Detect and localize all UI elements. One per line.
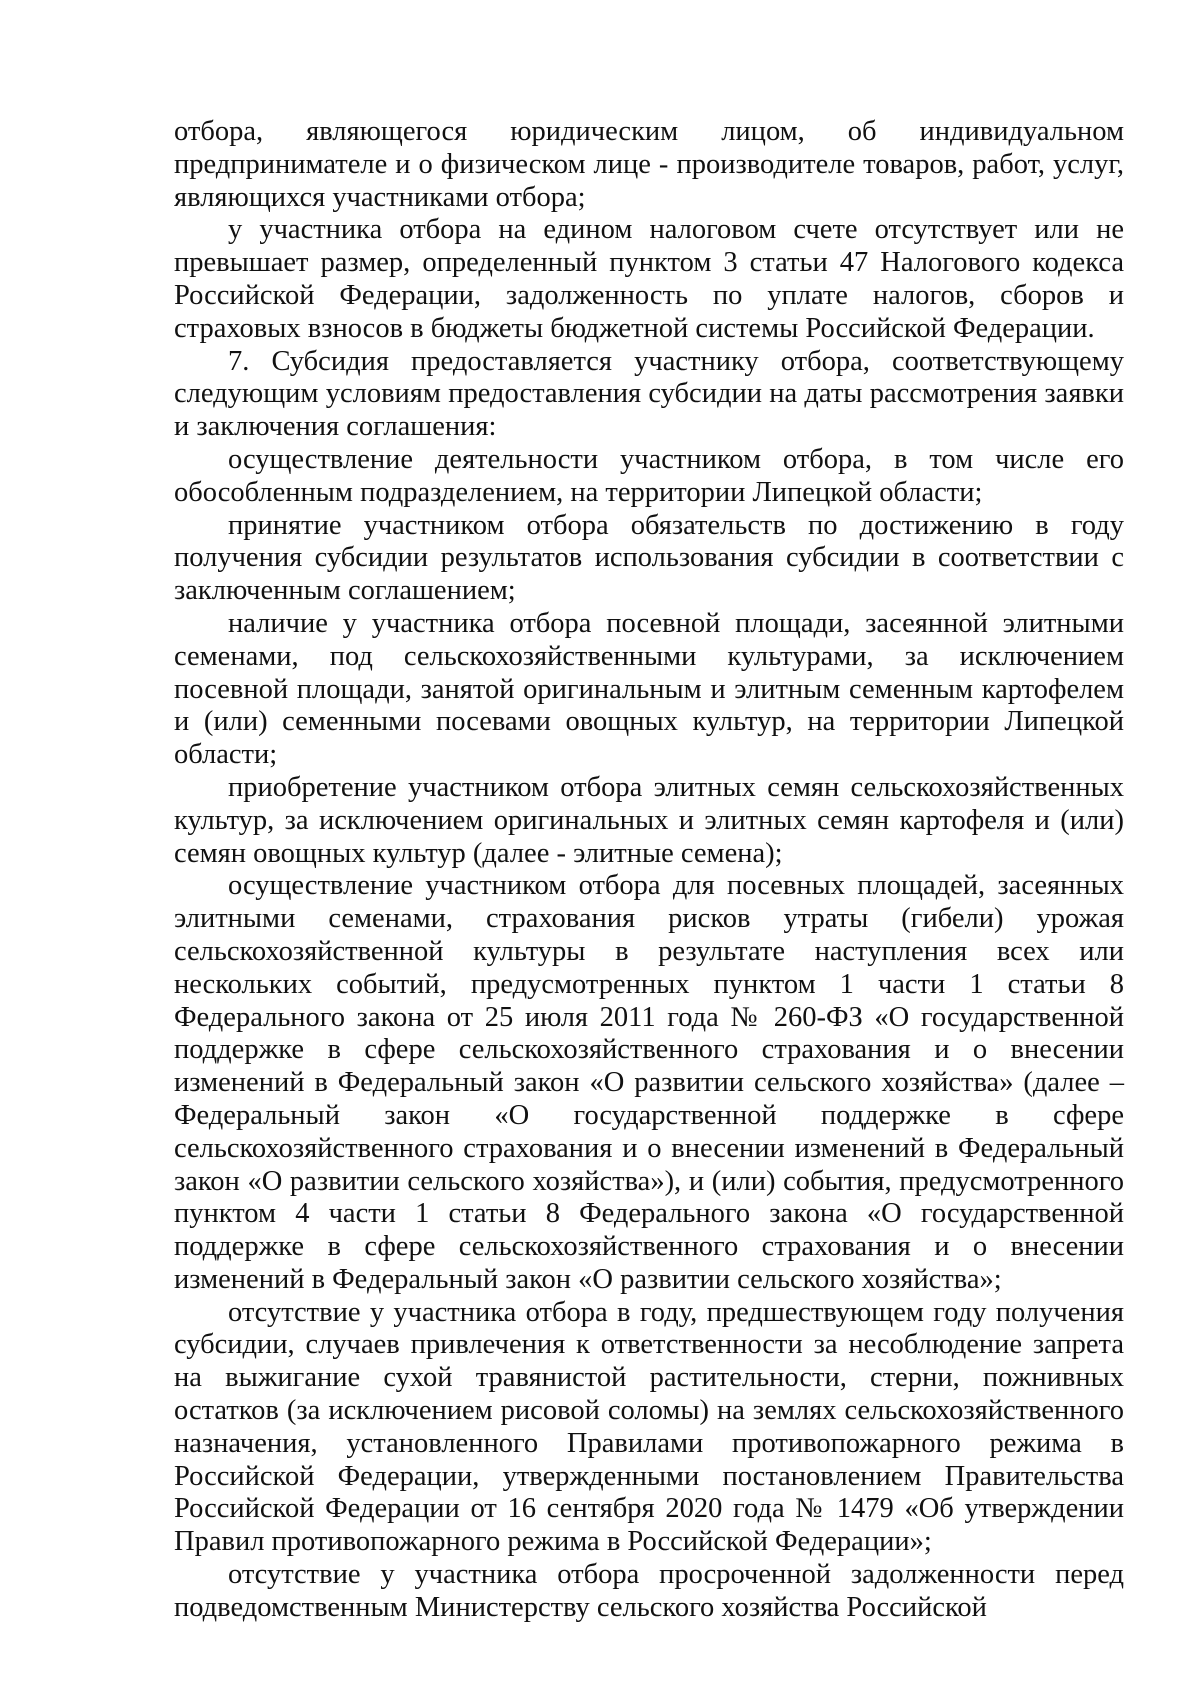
paragraph-elite-seeds: приобретение участником отбора элитных семян сельскохозяйственных культур, за исключением оригинальных и элитных семян картофеля и (или) семян овощных культур (далее - элитные семена);: [174, 771, 1124, 869]
paragraph-fire-rules: отсутствие у участника отбора в году, предшествующем году получения субсидии, случаев привлечения к ответственности за несоблюдение запрета на выжигание сухой травянистой растительности, стерни, пожнивных остатков (за исключением рисовой соломы) на землях сельскохозяйственного назначения, установленного Правилами противопожарного режима в Российской Федерации, утвержденными постановлением Правительства Российской Федерации от 16 сентября 2020 года № 1479 «Об утверждении Правил противопожарного режима в Российской Федерации»;: [174, 1296, 1124, 1558]
document-body: [174, 116, 1124, 1625]
paragraph-insurance: осуществление участником отбора для посевных площадей, засеянных элитными семенами, страхования рисков утраты (гибели) урожая сельскохозяйственной культуры в результате наступления всех или нескольких событий, предусмотренных пунктом 1 части 1 статьи 8 Федерального закона от 25 июля 2011 года № 260-ФЗ «О государственной поддержке в сфере сельскохозяйственного страхования и о внесении изменений в Федеральный закон «О развитии сельского хозяйства» (далее – Федеральный закон «О государственной поддержке в сфере сельскохозяйственного страхования и о внесении изменений в Федеральный закон «О развитии сельского хозяйства»), и (или) события, предусмотренного пунктом 4 части 1 статьи 8 Федерального закона «О государственной поддержке в сфере сельскохозяйственного страхования и о внесении изменений в Федеральный закон «О развитии сельского хозяйства»;: [174, 870, 1124, 1295]
paragraph-tax-debt: у участника отбора на едином налоговом счете отсутствует или не превышает размер, определенный пунктом 3 статьи 47 Налогового кодекса Российской Федерации, задолженность по уплате налогов, сборов и страховых взносов в бюджеты бюджетной системы Российской Федерации.: [174, 214, 1124, 344]
paragraph-item-7: 7. Субсидия предоставляется участнику отбора, соответствующему следующим условиям предоставления субсидии на даты рассмотрения заявки и заключения соглашения:: [174, 345, 1124, 443]
paragraph-overdue-debt: отсутствие у участника отбора просроченной задолженности перед подведомственным Министерству сельского хозяйства Российской: [174, 1559, 1124, 1623]
paragraph-obligations: принятие участником отбора обязательств по достижению в году получения субсидии результатов использования субсидии в соответствии с заключенным соглашением;: [174, 509, 1124, 607]
paragraph-continuation: отбора, являющегося юридическим лицом, об индивидуальном предпринимателе и о физическом лице - производителе товаров, работ, услуг, являющихся участниками отбора;: [174, 116, 1124, 213]
paragraph-activity-lipetsk: осуществление деятельности участником отбора, в том числе его обособленным подразделением, на территории Липецкой области;: [174, 443, 1124, 508]
paragraph-sown-area: наличие у участника отбора посевной площади, засеянной элитными семенами, под сельскохозяйственными культурами, за исключением посевной площади, занятой оригинальным и элитным семенным картофелем и (или) семенными посевами овощных культур, на территории Липецкой области;: [174, 607, 1124, 771]
